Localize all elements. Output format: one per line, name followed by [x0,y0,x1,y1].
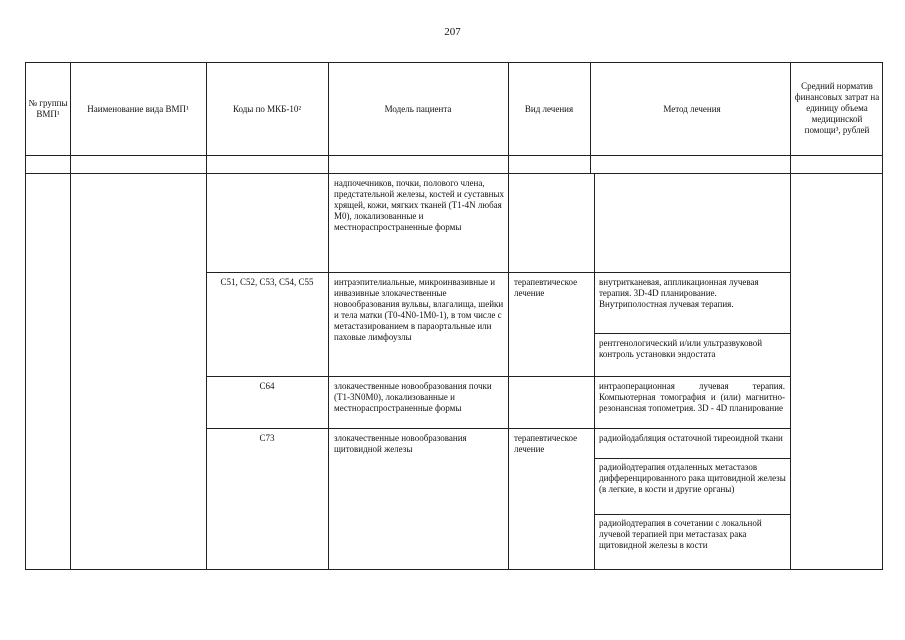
column-divider [206,62,207,570]
column-divider [790,62,791,570]
patient-model-c73: злокачественные новообразования щитовидной железы [334,433,467,454]
method-brachytherapy: внутритканевая, аппликационная лучевая терапия. 3D-4D планирование. Внутриполостная лучевая терапия. [599,277,759,309]
row-divider [206,428,790,429]
column-divider [508,62,509,570]
icd-codes-c51-c55: C51, C52, C53, C54, C55 [220,277,314,287]
patient-model-c64: злокачественные новообразования почки (T1-3N0M0), локализованные и местнораспространенные формы [334,381,492,413]
column-divider [590,62,591,173]
method-radioiodine-metastases: радиойодтерапия отдаленных метастазов дифференцированного рака щитовидной железы (в легкие, в кости и другие органы) [599,462,786,494]
method-radioiodine-combined: радиойодтерапия в сочетании с локальной лучевой терапией при метастазах рака щитовидной железы в кости [599,518,762,550]
row-divider [206,376,790,377]
icd-codes-c64: C64 [259,381,275,391]
column-divider [70,62,71,570]
row-divider [206,272,790,273]
page-number: 207 [444,26,461,38]
row-divider [594,514,790,515]
icd-codes-c73: C73 [259,433,275,443]
column-divider [328,62,329,570]
header-divider [25,155,883,156]
header-treatment-method: Метод лечения [663,103,721,114]
header-service-name: Наименование вида ВМП¹ [87,103,189,114]
treatment-type-c51-c55: терапевтическое лечение [514,277,578,298]
method-endostat-control: рентгенологический и/или ультразвуковой контроль установки эндостата [599,338,763,359]
header-cost-standard: Средний норматив финансовых затрат на единицу объема медицинской помощи³, рублей [794,80,880,135]
header-icd-codes: Коды по МКБ-10² [232,103,302,114]
row-divider [594,458,790,459]
header-treatment-type: Вид лечения [524,103,574,114]
patient-model-continued: надпочечников, почки, полового члена, предстательной железы, костей и суставных хрящей, кожи, мягких тканей (T1-4N любая M0), локализованные и местнораспространенные формы [334,178,504,232]
patient-model-c51-c55: интраэпителиальные, микроинвазивные и инвазивные злокачественные новообразования вульвы, влагалища, шейки и тела матки (T0-4N0-1M0-1), в том числе с метастазированием в параортальные или паховые лимфоузлы [334,277,504,342]
column-divider [594,173,595,570]
method-radioiodine-ablation: радиойодабляция остаточной тиреоидной ткани [599,433,783,443]
header-divider [25,173,883,174]
method-intraoperative-radiotherapy: интраоперационная лучевая терапия. Компьютерная томография и (или) магнитно-резонансная топометрия. 3D - 4D планирование [599,381,785,413]
header-patient-model: Модель пациента [384,103,452,114]
header-group-number: № группы ВМП¹ [28,98,68,119]
treatment-type-c73: терапевтическое лечение [514,433,578,454]
row-divider [594,333,790,334]
